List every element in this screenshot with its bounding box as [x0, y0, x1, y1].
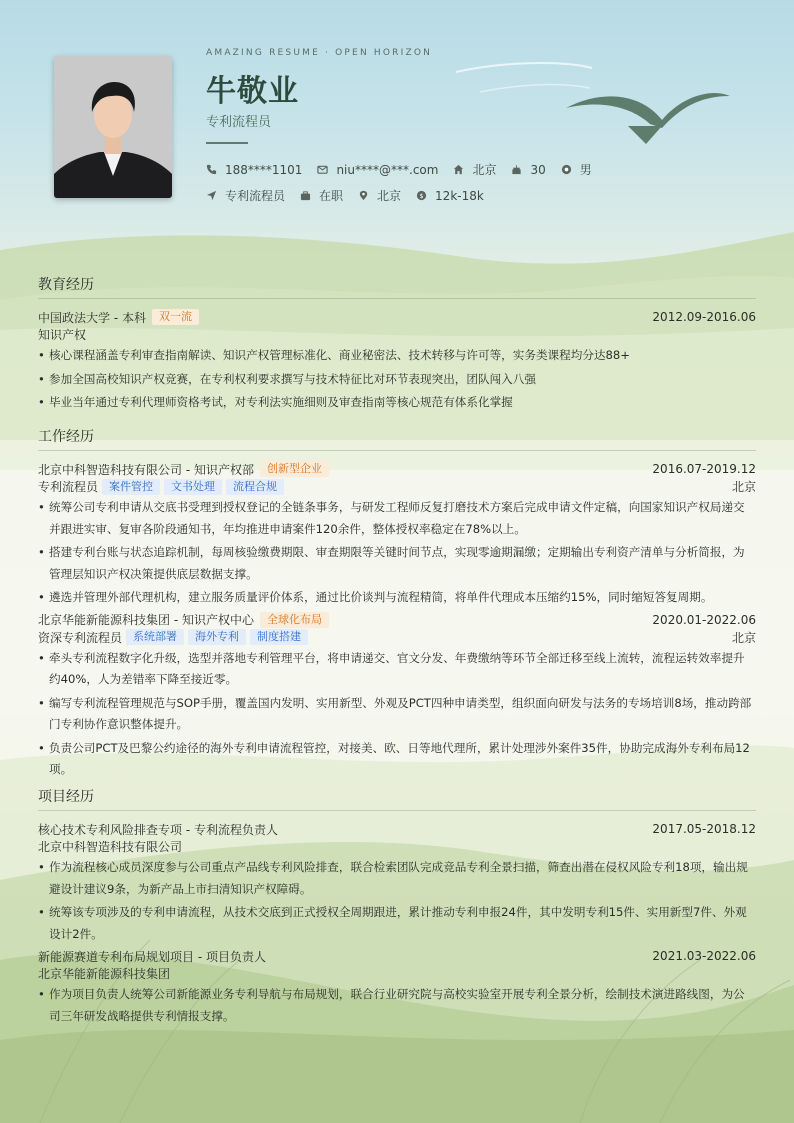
work-location: 北京 [731, 480, 756, 494]
project-entry-head [38, 947, 756, 965]
salary-item [416, 189, 484, 203]
project-date: 2021.03-2022.06 [652, 949, 756, 963]
job-intent-row [206, 187, 499, 204]
project-date: 2017.05-2018.12 [652, 822, 756, 836]
role-name: 专利流程员 [38, 480, 99, 494]
skill-tag: 制度搭建 [250, 629, 308, 645]
age-text: 30 [530, 162, 546, 177]
avatar [54, 56, 172, 198]
education-section [38, 274, 756, 416]
work-location: 北京 [731, 630, 756, 645]
list-item: • 作为项目负责人统筹公司新能源业务专利导航与布局规划，联合行业研究院与高校实验室开展专利全景分析，绘制技术演进路线图，为公司三年研发战略提供专利情报支撑。 [38, 984, 756, 1027]
project-org: 北京华能新能源科技集团 [38, 967, 171, 981]
phone-text: 188****1101 [225, 162, 303, 177]
list-item: • 统筹该专项涉及的专利申请流程，从技术交底到正式授权全周期跟进，累计推动专利申报24件，其中发明专利15件、实用新型7件、外观设计2件。 [38, 902, 756, 945]
svg-text:$: $ [419, 191, 424, 200]
skill-tag: 海外专利 [188, 629, 246, 645]
gender-text: 男 [579, 163, 592, 177]
phone-item[interactable] [206, 163, 302, 177]
school-name: 中国政法大学 - 本科 [38, 310, 146, 325]
work-entry-head [38, 611, 756, 629]
projects-section [38, 786, 756, 1029]
intended-city-item [358, 187, 401, 204]
title-divider [206, 142, 248, 144]
work-date: 2016.07-2019.12 [652, 462, 756, 476]
education-bullets [38, 345, 756, 414]
list-item: • 搭建专利台账与状态追踪机制，每周核验缴费期限、审查期限等关键时间节点，实现零逾期漏缴；定期输出专利资产清单与分析简报，为管理层知识产权决策提供底层数据支撑。 [38, 542, 756, 585]
skill-tag: 案件管控 [102, 479, 160, 495]
candidate-name: 牛敬业 [206, 74, 299, 109]
residence-item [453, 161, 496, 178]
intended-position-item [206, 187, 285, 204]
list-item: • 参加全国高校知识产权竞赛，在专利权利要求撰写与技术特征比对环节表现突出，团队闯入八强 [38, 369, 756, 391]
email-text: niu****@***.com [336, 162, 439, 177]
company-name: 北京华能新能源科技集团 - 知识产权中心 [38, 613, 254, 627]
list-item: • 统筹公司专利申请从交底书受理到授权登记的全链条事务，与研发工程师反复打磨技术方案后完成申请文件定稿，向国家知识产权局递交并跟进实审、复审各阶段通知书，年均推进申请案件120余件，整体授权率稳定在78%以上。 [38, 497, 756, 540]
gender-item [561, 161, 592, 178]
work-section [38, 426, 756, 783]
skill-tag: 流程合规 [226, 479, 284, 495]
work-title: 工作经历 [38, 426, 756, 451]
project-org: 北京中科智造科技有限公司 [38, 840, 183, 854]
salary-text: 12k-18k [435, 188, 484, 203]
list-item: • 毕业当年通过专利代理师资格考试，对专利法实施细则及审查指南等核心规范有体系化掌握 [38, 392, 756, 414]
age-item [511, 163, 545, 177]
list-item: • 作为流程核心成员深度参与公司重点产品线专利风险排查，联合检索团队完成竞品专利全景扫描，筛查出潜在侵权风险专利18项，输出规避设计建议9条，为新产品上市扫清知识产权障碍。 [38, 857, 756, 900]
education-major-row [38, 326, 756, 343]
list-item: • 遴选并管理外部代理机构，建立服务质量评价体系，通过比价谈判与流程精简，将单件代理成本压缩约15%，同时缩短答复周期。 [38, 587, 756, 609]
education-title: 教育经历 [38, 274, 756, 299]
email-item[interactable] [317, 163, 438, 177]
job-status-item [300, 187, 343, 204]
project-bullets [38, 857, 756, 945]
project-name: 新能源赛道专利布局规划项目 - 项目负责人 [38, 949, 266, 964]
home-icon [453, 164, 464, 175]
residence-text: 北京 [472, 163, 497, 177]
job-status-text: 在职 [319, 189, 344, 203]
project-org-row [38, 838, 756, 855]
role-name: 资深专利流程员 [38, 630, 123, 645]
project-bullets [38, 984, 756, 1027]
list-item: • 核心课程涵盖专利审查指南解读、知识产权管理标准化、商业秘密法、技术转移与许可等，实务类课程均分达88+ [38, 345, 756, 367]
intended-position-text: 专利流程员 [225, 189, 286, 203]
major: 知识产权 [38, 328, 87, 342]
gender-icon [561, 164, 572, 175]
list-item: • 牵头专利流程数字化升级，选型并落地专利管理平台，将申请递交、官文分发、年费缴纳等环节全部迁移至线上流转，流程运转效率提升约40%，人为差错率下降至接近零。 [38, 648, 756, 691]
location-pin-icon [358, 190, 369, 201]
contact-info-row [206, 161, 607, 178]
salary-icon [416, 190, 427, 201]
work-role-row [38, 478, 756, 495]
list-item: • 编写专利流程管理规范与SOP手册，覆盖国内发明、实用新型、外观及PCT四种申请类型，组织面向研发与法务的专场培训8场，推动跨部门专利协作意识整体提升。 [38, 693, 756, 736]
intended-city-text: 北京 [377, 189, 402, 203]
company-badge: 创新型企业 [260, 461, 329, 477]
education-date: 2012.09-2016.06 [652, 310, 756, 324]
cake-icon [511, 164, 522, 175]
work-entry-head [38, 460, 756, 478]
briefcase-icon [300, 190, 311, 201]
phone-icon [206, 164, 217, 175]
project-entry-head [38, 820, 756, 838]
school-badge: 双一流 [152, 309, 199, 325]
company-badge: 全球化布局 [260, 612, 329, 628]
project-name: 核心技术专利风险排查专项 - 专利流程负责人 [38, 822, 278, 837]
work-date: 2020.01-2022.06 [652, 612, 756, 627]
project-entry-2 [38, 947, 756, 1027]
tagline: AMAZING RESUME · OPEN HORIZON [206, 48, 433, 58]
list-item: • 负责公司PCT及巴黎公约途径的海外专利申请流程管控，对接美、欧、日等地代理所，累计处理涉外案件35件，协助完成海外专利布局12项。 [38, 738, 756, 781]
work-role-row [38, 629, 756, 646]
projects-title: 项目经历 [38, 786, 756, 811]
work-entry-2 [38, 611, 756, 781]
job-title: 专利流程员 [206, 115, 272, 130]
work-bullets [38, 648, 756, 781]
skill-tag: 文书处理 [164, 479, 222, 495]
education-entry-head [38, 308, 756, 326]
send-icon [206, 190, 217, 201]
skill-tag: 系统部署 [126, 629, 184, 645]
work-entry-1 [38, 460, 756, 609]
project-entry-1 [38, 820, 756, 945]
work-bullets [38, 497, 756, 609]
project-org-row [38, 965, 756, 982]
mail-icon [317, 164, 328, 175]
company-name: 北京中科智造科技有限公司 - 知识产权部 [38, 462, 254, 477]
